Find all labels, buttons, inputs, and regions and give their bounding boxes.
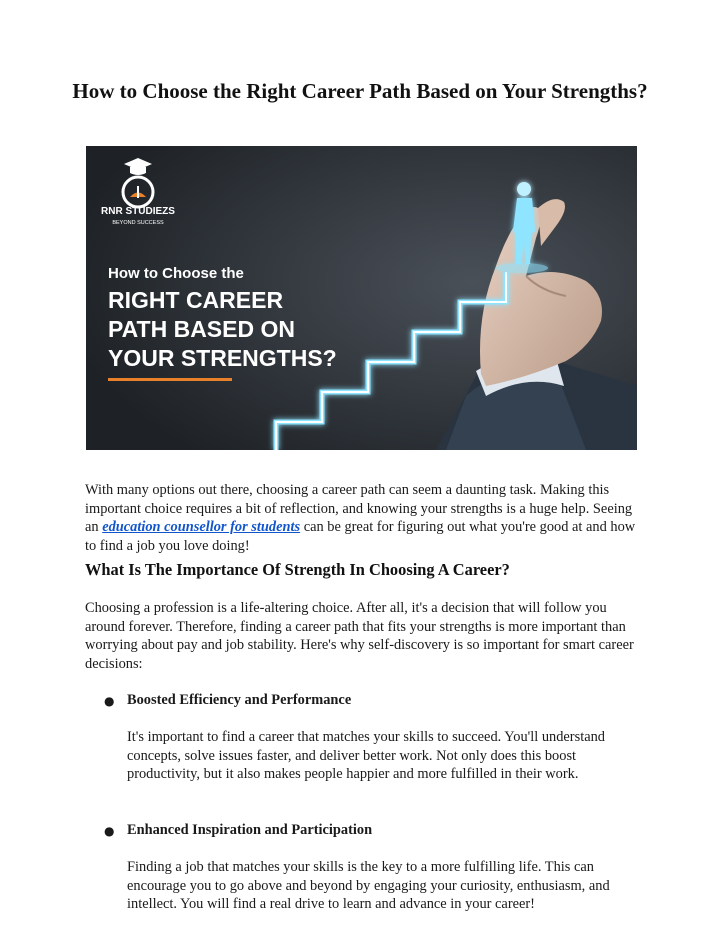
bullet-dot-icon: ●: [104, 824, 115, 838]
hero-image: [86, 146, 637, 450]
intro-text-after: can be great for figuring out what you're good at and how to find a job you love doing!: [85, 519, 636, 554]
hero-line-3: PATH BASED ON: [108, 316, 295, 342]
education-counsellor-link[interactable]: education counsellor for students: [102, 519, 301, 536]
section-paragraph: Choosing a profession is a life-altering choice. After all, it's a decision that will follow you around forever. Therefore, finding a career path that fits your strengths is more important than worrying about pay and job stability. Here's why self-discovery is so important for smart career decisions:: [85, 600, 634, 672]
brand-tagline: BEYOND SUCCESS: [112, 220, 164, 226]
bullet-title: Boosted Efficiency and Performance: [127, 692, 352, 708]
hero-line-1: How to Choose the: [108, 265, 244, 282]
intro-paragraph: [85, 481, 637, 555]
bullet-title: Enhanced Inspiration and Participation: [127, 822, 373, 838]
intro-text-before: With many options out there, choosing a career path can seem a daunting task. Making this important choice requires a bit of reflection, and knowing your strengths is a huge help. Seeing an: [85, 482, 633, 536]
page-title: How to Choose the Right Career Path Based on Your Strengths?: [72, 79, 648, 103]
bullet-body: It's important to find a career that matches your skills to succeed. You'll understand concepts, solve issues faster, and deliver better work. Not only does this boost productivity, but it also makes people happier and more fulfilled in their work.: [127, 729, 605, 783]
bullet-dot-icon: ●: [104, 694, 115, 708]
section-heading: What Is The Importance Of Strength In Choosing A Career?: [85, 560, 510, 579]
brand-name: RNR STUDIEZS: [101, 206, 175, 217]
hero-line-4: YOUR STRENGTHS?: [108, 345, 337, 371]
hero-accent-bar: [108, 378, 232, 381]
bullet-body: Finding a job that matches your skills is the key to a more fulfilling life. This can encourage you to go above and beyond by engaging your curiosity, enthusiasm, and intellect. You will find a real drive to learn and advance in your career!: [127, 859, 610, 913]
hero-line-2: RIGHT CAREER: [108, 287, 284, 313]
